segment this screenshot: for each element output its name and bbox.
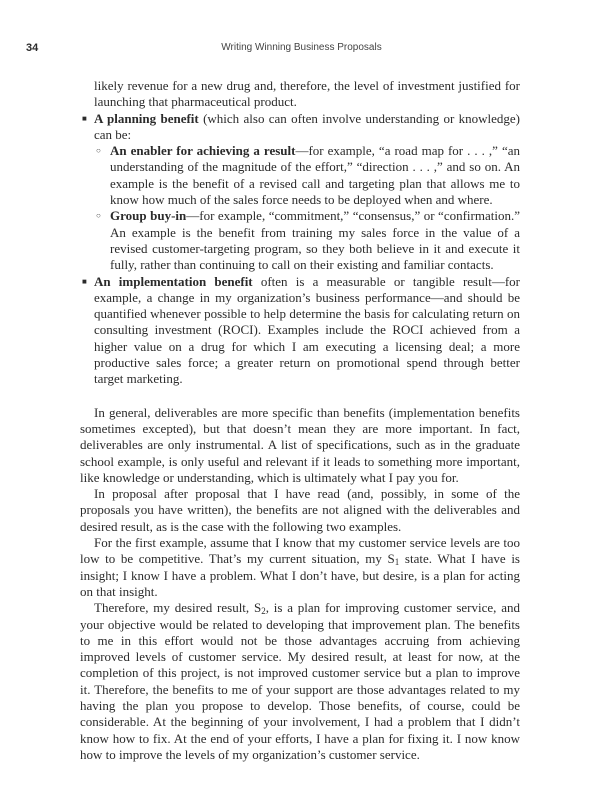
section-gap xyxy=(80,388,520,405)
running-title: Writing Winning Business Proposals xyxy=(221,42,382,53)
subscript: 2 xyxy=(261,606,266,617)
paragraph-first-example xyxy=(80,535,520,600)
text-run: state. What I have is insight; I know I have a problem. What I don’t have, but desire, is a plan for acting on that insight. xyxy=(80,551,520,599)
page-header xyxy=(0,42,603,58)
text-run: For the first example, assume that I know that my customer service levels are too low to be competitive. That’s my current situation, my S xyxy=(80,535,520,567)
sub-item-text: —for example, “a road map for . . . ,” “an understanding of the magnitude of the effort,” “direction . . . ,” and so on. An example is the benefit of a revised call and targeting plan that allows me to know how much of the sales force needs to be deployed when and where. xyxy=(110,143,520,208)
benefit-list xyxy=(80,111,520,388)
text-run: Therefore, my desired result, S xyxy=(94,600,262,616)
paragraph-deliverables: In general, deliverables are more specific than benefits (implementation benefits sometimes excepted), but that doesn’t mean they are more important. In fact, deliverables are only instrumental. A list of specifications, such as in the graduate school example, is only useful and relevant if it leads to something more important, like knowledge or understanding, which is ultimately what I pay you for. xyxy=(80,404,520,485)
bullet-text: often is a measurable or tangible result—for example, a change in my organization’s business performance—and should be quantified whenever possible to help determine the basis for calculating return on consulting investment (ROCI). Examples include the ROCI achieved from a higher value on a drug for which I am executing a licensing deal; a more productive sales force; a greater return on promotional spend through better target marketing. xyxy=(94,273,520,387)
sub-item-enabler xyxy=(110,143,520,208)
sub-item-heading: Group buy-in xyxy=(110,208,187,224)
sub-item-heading: An enabler for achieving a result xyxy=(110,143,296,159)
bullet-implementation-benefit xyxy=(94,274,520,388)
bullet-heading: An implementation benefit xyxy=(94,273,253,289)
continuation-paragraph: likely revenue for a new drug and, therefore, the level of investment justified for launching that pharmaceutical product. xyxy=(94,78,520,110)
subscript: 1 xyxy=(394,557,400,568)
sub-item-text: —for example, “commitment,” “consensus,” or “confirmation.” An example is the benefit from training my sales force in the value of a revised customer-targeting program, so they both believe in it and execute it fully, rather than continuing to call on their existing and familiar contacts. xyxy=(110,208,520,273)
paragraph-desired-result xyxy=(80,600,520,763)
text-run: , is a plan for improving customer service, and your objective would be related to developing that improvement plan. The benefits to me in this effort would not be those advantages accruing from achieving improved levels of customer service. My desired result, at least for now, at the completion of this project, is not improved customer service but a plan to improve it. Therefore, the benefits to me of your support are those advantages related to my having the plan you propose to develop. Those benefits, of course, could be considerable. At the beginning of your involvement, I had a problem that I didn’t know how to fix. At the end of your efforts, I have a plan for fixing it. I now know how to improve the levels of my organization’s customer service. xyxy=(80,600,520,762)
body-text xyxy=(80,78,520,763)
sub-item-group-buy-in xyxy=(110,208,520,273)
bullet-heading: A planning benefit xyxy=(94,110,199,126)
planning-sub-list xyxy=(94,143,520,273)
bullet-planning-benefit xyxy=(94,111,520,274)
bullet-text: (which also can often involve understanding or knowledge) can be: xyxy=(94,110,520,142)
page-number: 34 xyxy=(26,42,39,54)
paragraph-alignment: In proposal after proposal that I have read (and, possibly, in some of the proposals you have written), the benefits are not aligned with the deliverables and desired result, as is the case with the following two examples. xyxy=(80,486,520,534)
